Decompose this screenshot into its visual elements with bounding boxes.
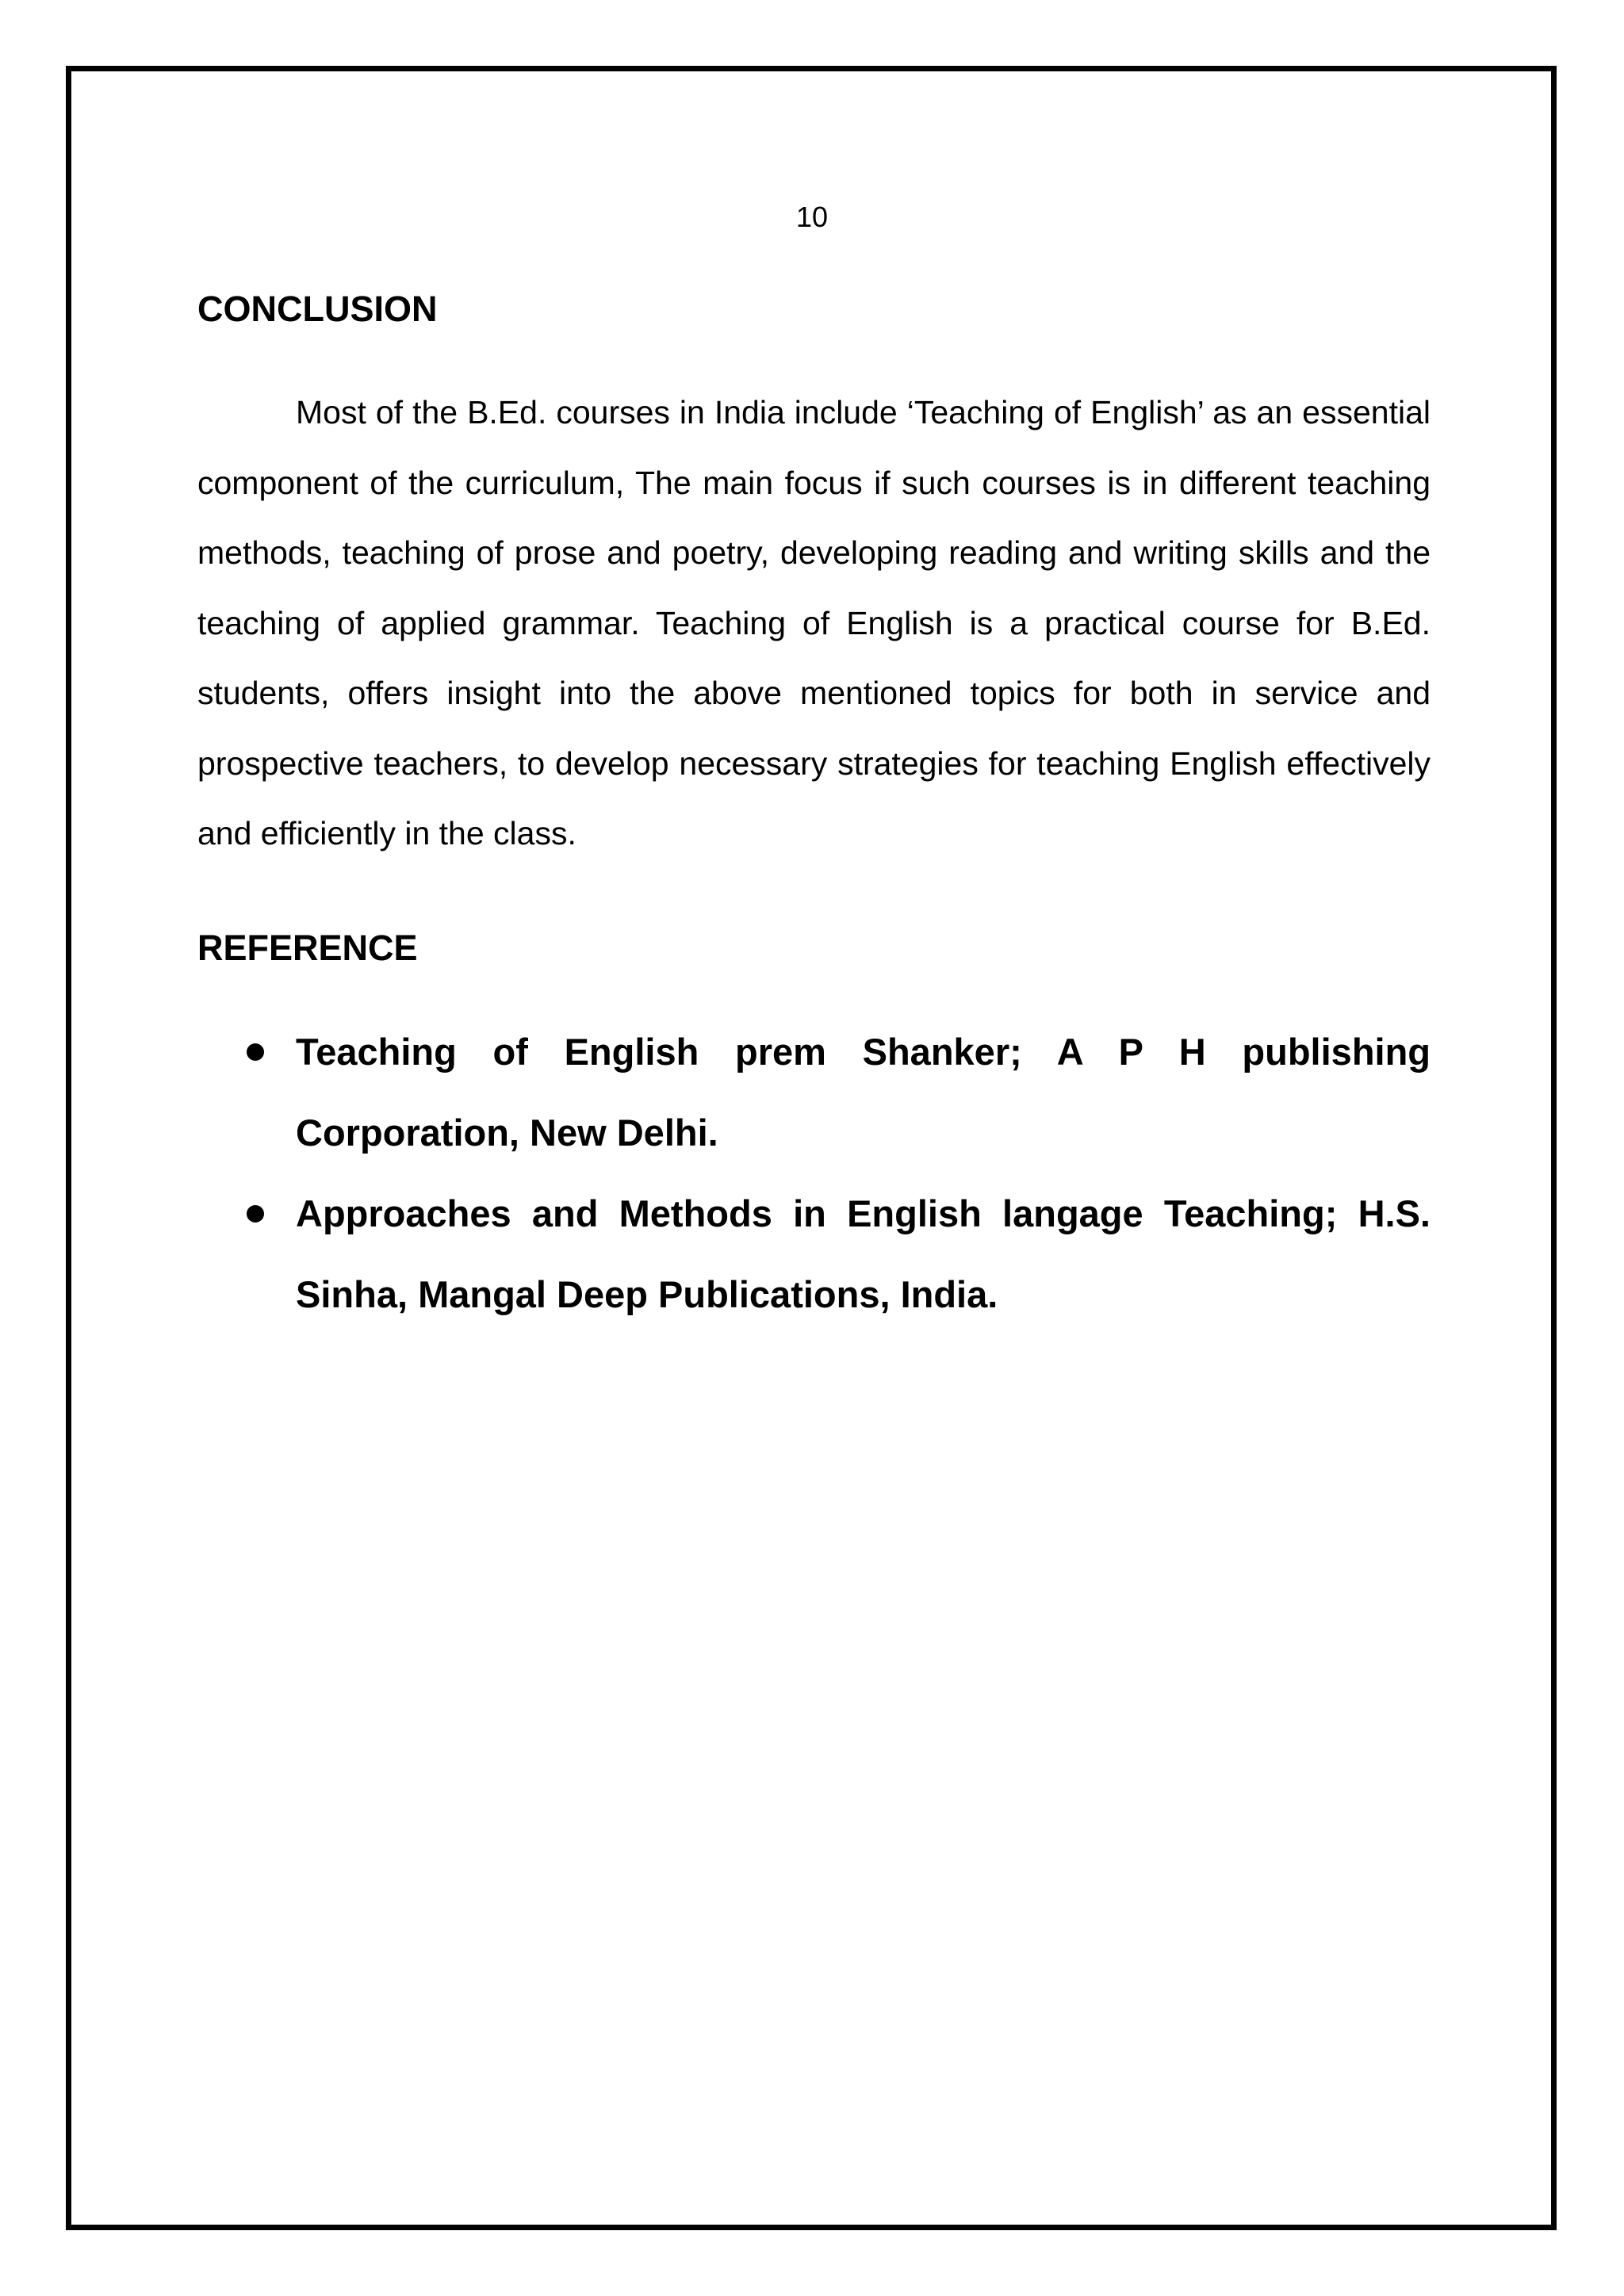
reference-item — [197, 1173, 1431, 1335]
page-number: 10 — [795, 201, 829, 233]
conclusion-paragraph: Most of the B.Ed. courses in India include ‘Teaching of English’ as an essential component of the curriculum, The main focus if such courses is in different teaching methods, teaching of prose and poetry, developing reading and writing skills and the teaching of applied grammar. Teaching of English is a practical course for B.Ed. students, offers insight into the above mentioned topics for both in service and prospective teachers, to develop necessary strategies for teaching English effectively and efficiently in the class. — [197, 394, 1431, 851]
page-content — [197, 285, 1431, 1335]
bullet-icon — [247, 1205, 264, 1223]
reference-list — [197, 1012, 1431, 1335]
conclusion-heading: CONCLUSION — [197, 289, 438, 329]
reference-item — [197, 1012, 1431, 1173]
reference-heading: REFERENCE — [197, 927, 418, 968]
reference-item-text: Teaching of English prem Shanker; A P H publishing Corporation, New Delhi. — [296, 1030, 1431, 1154]
bullet-icon — [247, 1043, 264, 1061]
reference-item-text: Approaches and Methods in English langage Teaching; H.S. Sinha, Mangal Deep Publications, India. — [296, 1192, 1431, 1315]
